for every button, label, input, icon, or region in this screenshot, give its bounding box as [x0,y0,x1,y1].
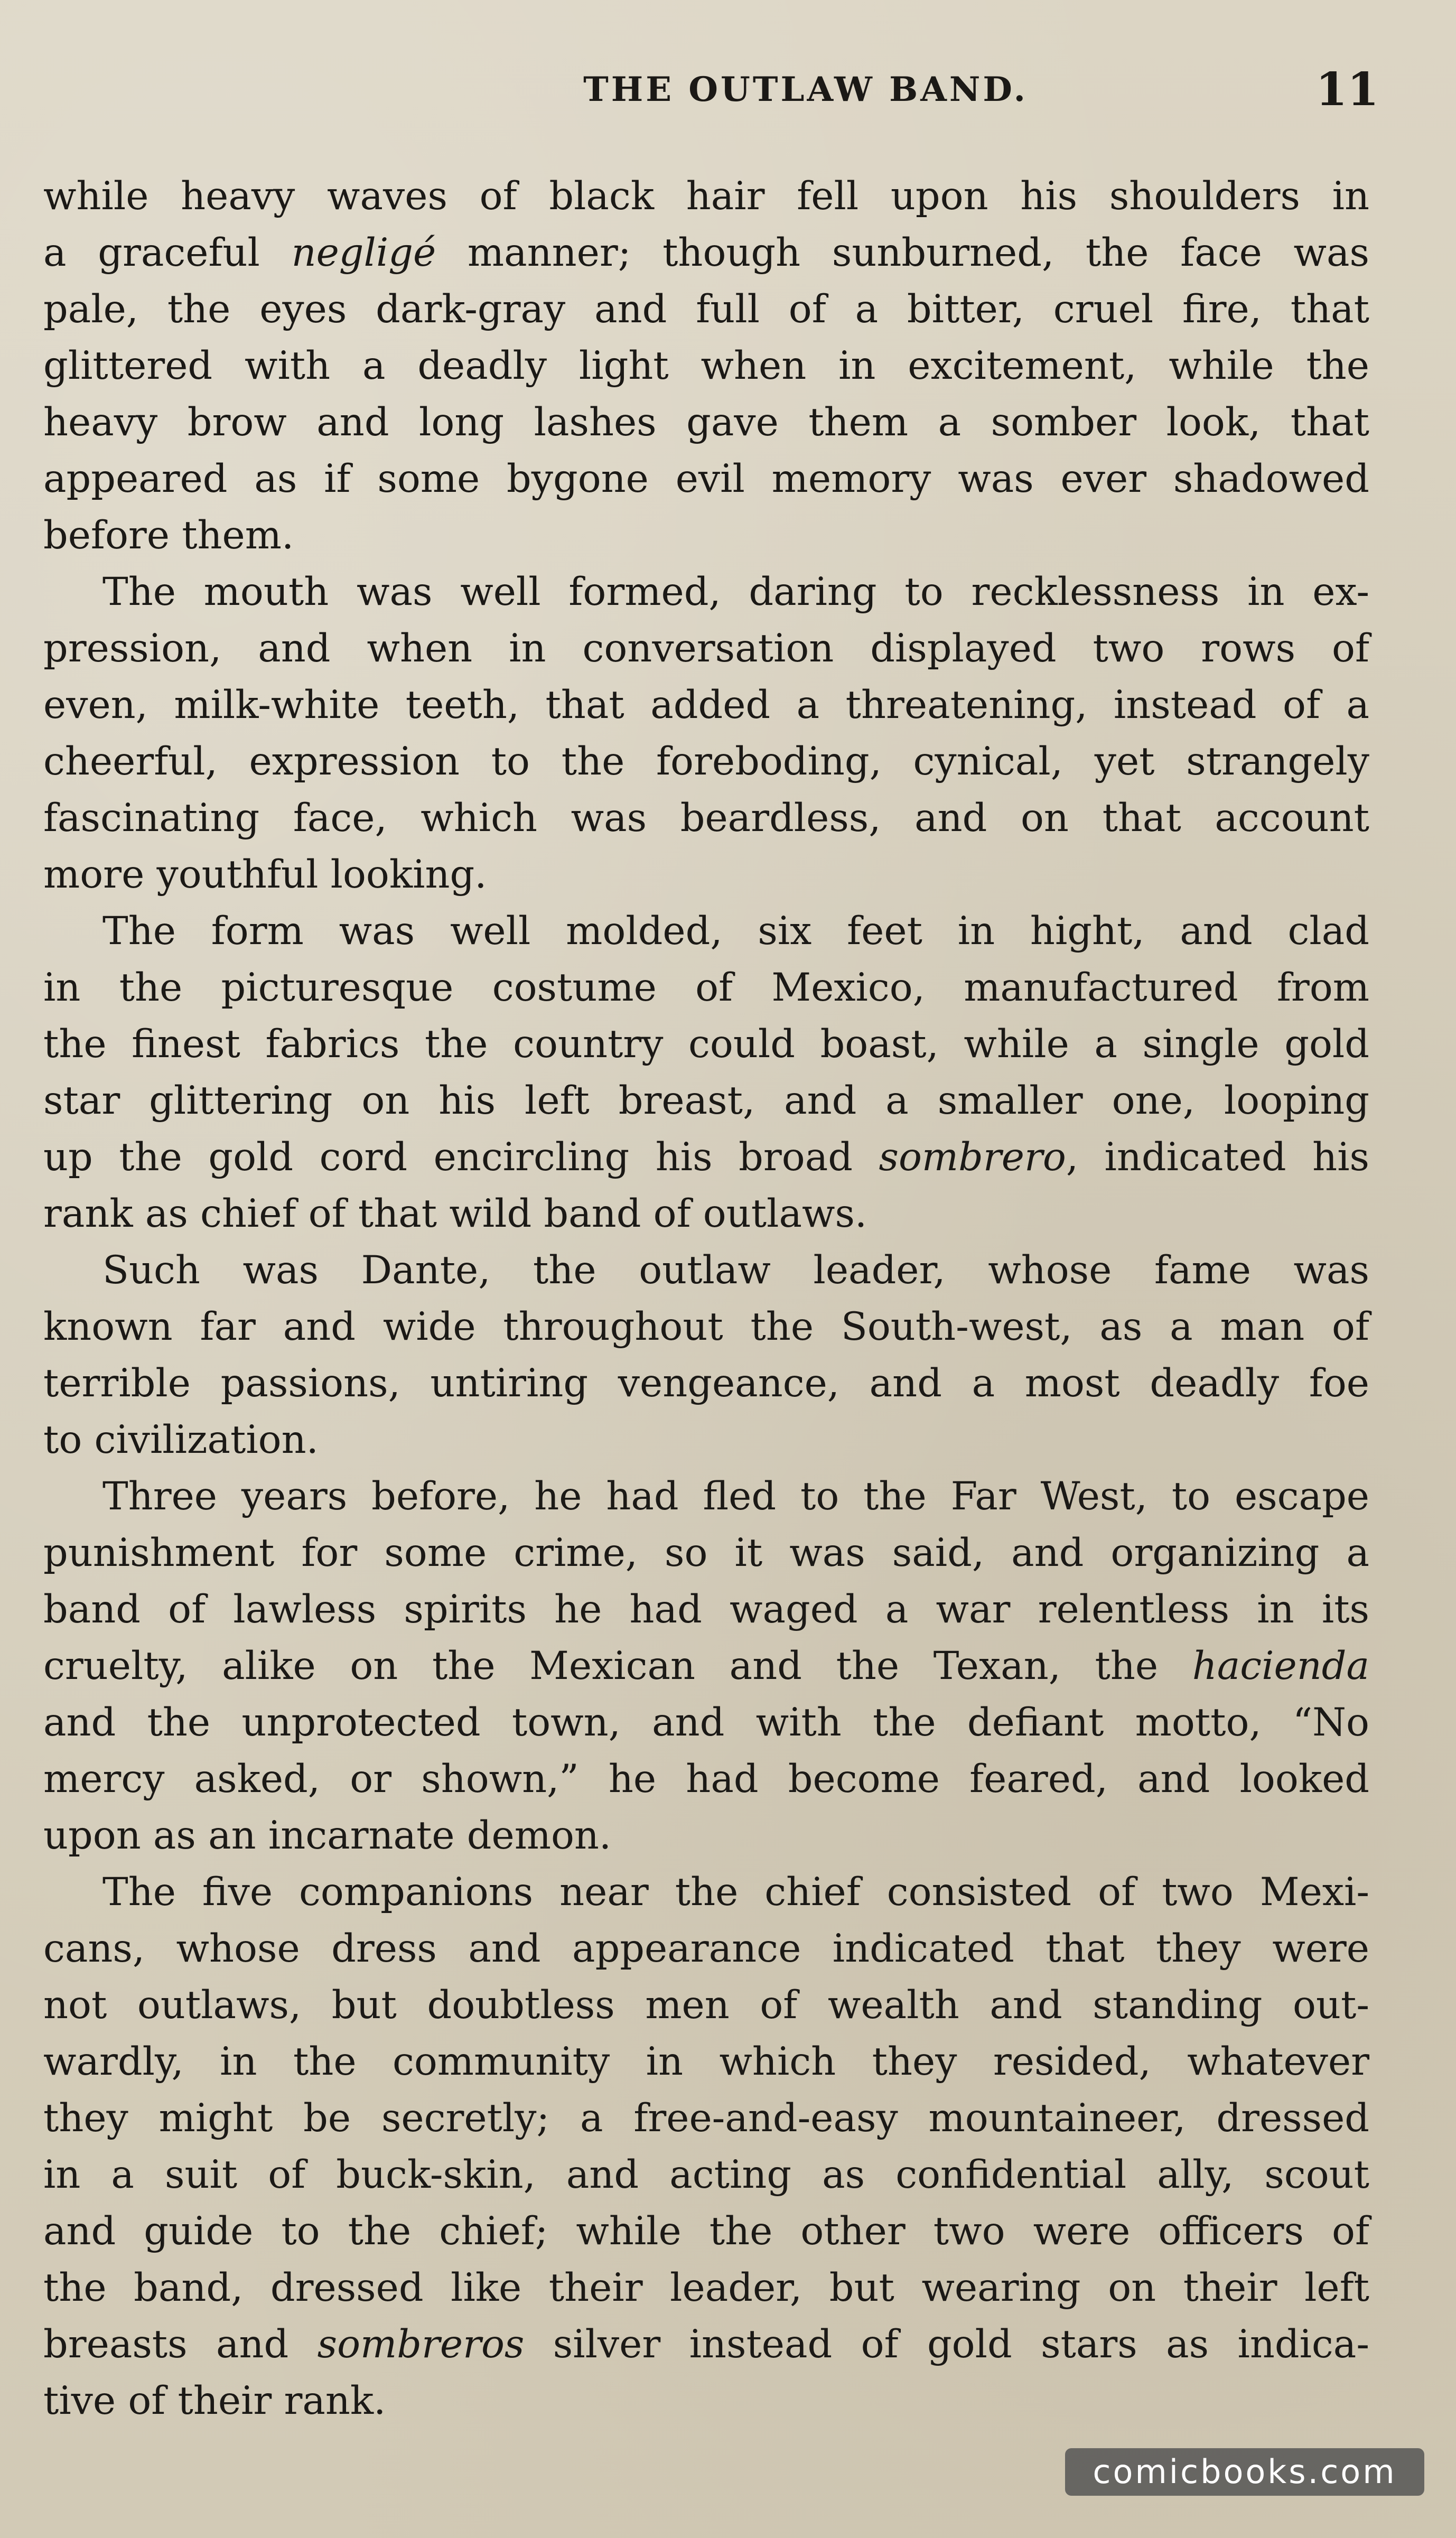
text-line: the finest fabrics the country could boast, while a single gold [43,1022,1369,1067]
text-line: mercy asked, or shown,” he had become feared, and looked [43,1757,1369,1802]
text-line: The five companions near the chief consisted of two Mexi- [102,1870,1369,1915]
body-text [43,168,1369,2429]
italic-word: sombrero [879,1135,1066,1180]
text-line: before them. [43,513,294,558]
paragraph [43,1242,1369,1468]
text-line: Such was Dante, the outlaw leader, whose fame was [102,1248,1369,1293]
page-number: 11 [1315,63,1379,116]
watermark-logo [1065,2448,1424,2496]
paragraph [43,1468,1369,1864]
text-line: they might be secretly; a free-and-easy mountaineer, dressed [43,2096,1369,2141]
text-line: Three years before, he had fled to the Far West, to escape [102,1474,1369,1519]
running-header [42,61,1379,124]
paragraph [43,903,1369,1242]
text-line: wardly, in the community in which they resided, whatever [43,2039,1369,2084]
text-line: the band, dressed like their leader, but wearing on their left [43,2265,1369,2310]
text-line: cans, whose dress and appearance indicated that they were [43,1926,1369,1971]
paragraph [43,168,1369,564]
text-line: band of lawless spirits he had waged a war relentless in its [43,1587,1369,1632]
italic-word: sombreros [317,2322,525,2367]
text-line: in a suit of buck-skin, and acting as confidential ally, scout [43,2152,1369,2197]
text-line: The form was well molded, six feet in hight, and clad [102,909,1369,954]
text-line: terrible passions, untiring vengeance, and a most deadly foe [43,1361,1369,1406]
text-line: rank as chief of that wild band of outlaws. [43,1191,867,1236]
text-line: cheerful, expression to the foreboding, cynical, yet strangely [43,739,1369,784]
text-line: and guide to the chief; while the other two were officers of [43,2209,1369,2254]
text-line: while heavy waves of black hair fell upon his shoulders in [43,174,1369,219]
text-line: pale, the eyes dark-gray and full of a bitter, cruel fire, that [43,287,1369,332]
text-line: and the unprotected town, and with the defiant motto, “No [43,1700,1369,1745]
text-line: even, milk-white teeth, that added a threatening, instead of a [43,683,1369,727]
paragraph [43,564,1369,903]
text-line: punishment for some crime, so it was said, and organizing a [43,1531,1369,1575]
watermark-text: comicbooks.com [1093,2452,1397,2491]
text-line: to civilization. [43,1417,319,1462]
text-line: more youthful looking. [43,852,487,897]
italic-word: negligé [291,230,436,275]
text-line: not outlaws, but doubtless men of wealth and standing out- [43,1983,1369,2028]
text-line: pression, and when in conversation displayed two rows of [43,626,1369,671]
paragraph [43,1864,1369,2429]
text-line: a graceful negligé manner; though sunburned, the face was [43,230,1369,275]
text-line: fascinating face, which was beardless, and on that account [43,796,1369,841]
text-line: upon as an incarnate demon. [43,1813,612,1858]
text-line: known far and wide throughout the South-west, as a man of [43,1304,1369,1349]
text-line: breasts and sombreros silver instead of gold stars as indica- [43,2322,1369,2367]
text-line: star glittering on his left breast, and a smaller one, looping [43,1078,1369,1123]
text-line: glittered with a deadly light when in excitement, while the [43,343,1369,388]
text-line: appeared as if some bygone evil memory was ever shadowed [43,456,1369,501]
text-line: heavy brow and long lashes gave them a somber look, that [43,400,1369,445]
text-line: up the gold cord encircling his broad sombrero, indicated his [43,1135,1369,1180]
running-title: THE OUTLAW BAND. [583,70,1028,109]
text-line: The mouth was well formed, daring to recklessness in ex- [102,570,1369,614]
italic-word: hacienda [1192,1644,1369,1688]
text-line: in the picturesque costume of Mexico, manufactured from [43,965,1369,1010]
text-line: tive of their rank. [43,2378,386,2423]
text-line: cruelty, alike on the Mexican and the Texan, the hacienda [43,1644,1369,1688]
